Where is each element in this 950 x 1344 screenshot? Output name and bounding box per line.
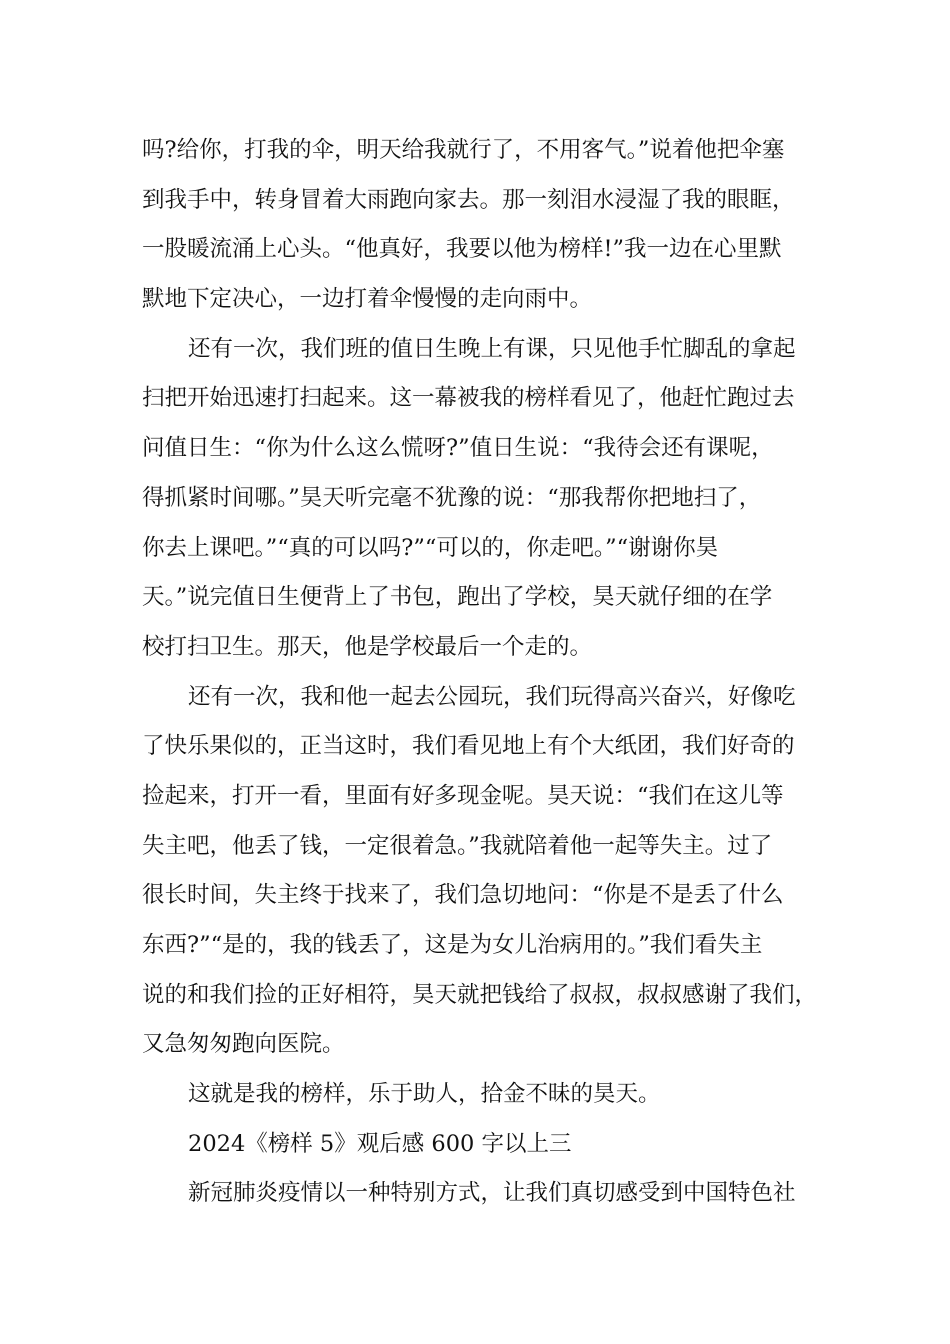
text-line: 天。”说完值日生便背上了书包，跑出了学校，昊天就仔细的在学: [142, 584, 773, 611]
text-line: 校打扫卫生。那天，他是学校最后一个走的。: [142, 633, 593, 660]
body-text: [142, 126, 832, 1219]
text-line: 得抓紧时间哪。”昊天听完毫不犹豫的说：“那我帮你把地扫了，: [142, 484, 762, 511]
text-line: 问值日生：“你为什么这么慌呀?”值日生说：“我待会还有课呢，: [142, 435, 774, 462]
text-line: 很长时间，失主终于找来了，我们急切地问：“你是不是丢了什么: [142, 882, 784, 909]
text-line: 吗?给你，打我的伞，明天给我就行了，不用客气。”说着他把伞塞: [142, 137, 785, 163]
text-line: 了快乐果似的，正当这时，我们看见地上有个大纸团，我们好奇的: [142, 733, 795, 760]
text-line: 失主吧，他丢了钱，一定很着急。”我就陪着他一起等失主。过了: [142, 832, 773, 859]
text-line: 又急匆匆跑向医院。: [142, 1031, 345, 1058]
text-line: 东西?”“是的，我的钱丢了，这是为女儿治病用的。”我们看失主: [142, 932, 763, 958]
paragraph-first-line: 还有一次，我和他一起去公园玩，我们玩得高兴奋兴，好像吃: [188, 683, 796, 710]
paragraph-first-line: 新冠肺炎疫情以一种特别方式，让我们真切感受到中国特色社: [188, 1180, 796, 1207]
text-line: 到我手中，转身冒着大雨跑向家去。那一刻泪水浸湿了我的眼眶，: [142, 186, 795, 213]
text-line: 你去上课吧。”“真的可以吗?”“可以的，你走吧。”“谢谢你昊: [142, 534, 719, 561]
section-heading: 2024《榜样 5》观后感 600 字以上三: [188, 1130, 572, 1157]
text-line: 一股暖流涌上心头。“他真好，我要以他为榜样!”我一边在心里默: [142, 236, 782, 263]
text-line: 默地下定决心，一边打着伞慢慢的走向雨中。: [142, 286, 593, 313]
text-line: 说的和我们捡的正好相符，昊天就把钱给了叔叔，叔叔感谢了我们，: [142, 981, 818, 1008]
text-line: 捡起来，打开一看，里面有好多现金呢。昊天说：“我们在这儿等: [142, 782, 784, 809]
text-line: 扫把开始迅速打扫起来。这一幕被我的榜样看见了，他赶忙跑过去: [142, 385, 795, 412]
paragraph-first-line: 这就是我的榜样，乐于助人，拾金不昧的昊天。: [188, 1081, 661, 1108]
paragraph-first-line: 还有一次，我们班的值日生晚上有课，只见他手忙脚乱的拿起: [188, 335, 796, 362]
